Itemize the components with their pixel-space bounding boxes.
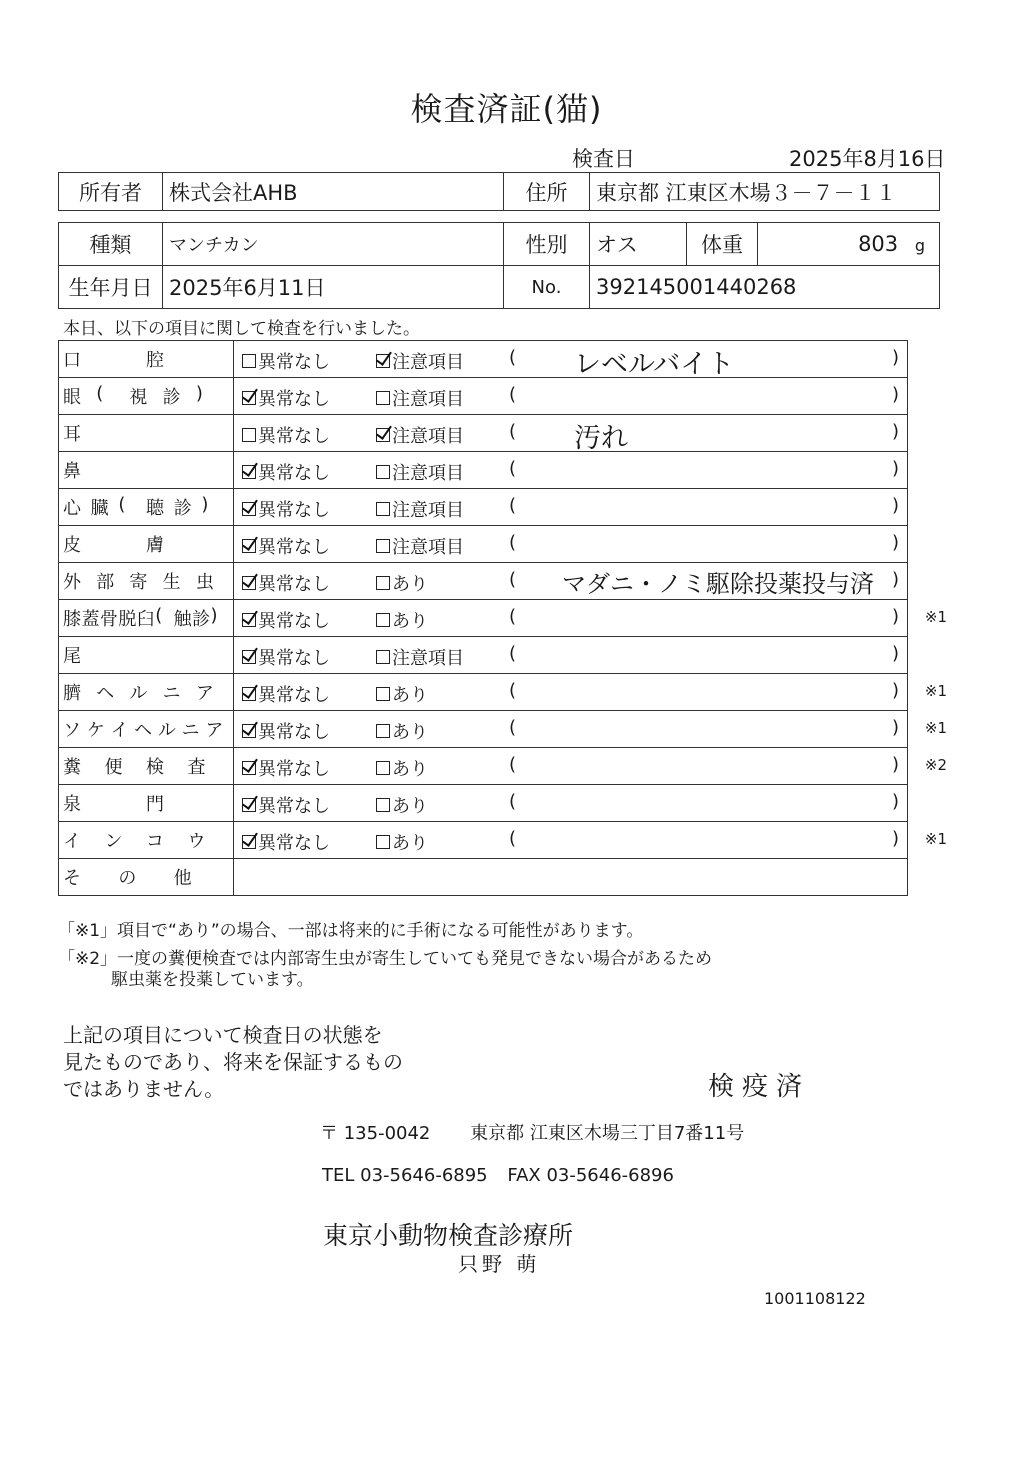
paren-open: (	[509, 606, 517, 627]
option-label: あり	[392, 833, 428, 854]
exam-result-cell	[234, 674, 947, 711]
exam-item-label: 糞 便 検 査	[63, 757, 206, 778]
paren-close: )	[891, 717, 899, 738]
option-label: あり	[392, 722, 428, 743]
option-attention[interactable]	[376, 718, 428, 744]
option-normal[interactable]	[242, 607, 330, 633]
exam-item-label: 膝 蓋 骨 脱 臼 ( 触 診 )	[63, 605, 218, 630]
table-row	[59, 526, 908, 563]
option-normal[interactable]	[242, 385, 330, 411]
table-row	[59, 748, 908, 785]
footnote-1: 「※1」項目で“あり”の場合、一部は将来的に手術になる可能性があります。	[58, 921, 644, 941]
other-value	[234, 859, 908, 896]
table-row	[59, 674, 908, 711]
option-label: 異常なし	[258, 648, 330, 669]
checkbox-icon[interactable]	[376, 798, 390, 812]
option-attention[interactable]	[376, 348, 464, 374]
checkbox-icon[interactable]	[376, 650, 390, 664]
paren-close: )	[891, 680, 899, 701]
statement-line: 上記の項目について検査日の状態を	[63, 1023, 383, 1047]
checkbox-icon[interactable]	[242, 798, 256, 812]
option-normal[interactable]	[242, 829, 330, 855]
option-normal[interactable]	[242, 348, 330, 374]
option-label: 異常なし	[258, 463, 330, 484]
checkbox-icon[interactable]	[376, 576, 390, 590]
option-attention[interactable]	[376, 570, 428, 596]
paren-close: )	[891, 421, 899, 442]
checkbox-icon[interactable]	[242, 428, 256, 442]
footnote-ref: ※1	[924, 682, 947, 700]
paren-close: )	[891, 532, 899, 553]
table-row	[59, 711, 908, 748]
table-row	[59, 341, 908, 378]
paren-open: (	[509, 347, 517, 368]
exam-item-label-cell	[59, 452, 234, 489]
weight-unit: g	[914, 236, 925, 255]
exam-item-label: 鼻	[63, 461, 81, 482]
paren-close: )	[891, 458, 899, 479]
exam-item-label: 耳	[63, 424, 81, 445]
checkbox-icon[interactable]	[376, 539, 390, 553]
checkbox-icon[interactable]	[376, 724, 390, 738]
option-normal[interactable]	[242, 459, 330, 485]
paren-open: (	[509, 495, 517, 516]
option-attention[interactable]	[376, 533, 464, 559]
option-label: あり	[392, 611, 428, 632]
checkbox-icon[interactable]	[376, 761, 390, 775]
exam-item-label-cell	[59, 341, 234, 378]
weight-cell	[758, 223, 940, 266]
paren-open: (	[509, 828, 517, 849]
option-label: 注意項目	[392, 426, 464, 447]
option-label: 異常なし	[258, 611, 330, 632]
exam-item-label-cell	[59, 674, 234, 711]
paren-close: )	[891, 643, 899, 664]
exam-item-label: イ ン コ ウ	[63, 831, 206, 852]
paren-close: )	[891, 495, 899, 516]
breed-label: 種類	[59, 223, 163, 266]
option-attention[interactable]	[376, 385, 464, 411]
exam-result-cell	[234, 822, 947, 859]
option-label: 注意項目	[392, 648, 464, 669]
exam-date-label: 検査日	[572, 147, 635, 171]
exam-result-cell	[234, 711, 947, 748]
paren-open: (	[509, 421, 517, 442]
weight-value: 803	[858, 232, 899, 256]
footnote-ref: ※2	[924, 756, 947, 774]
option-attention[interactable]	[376, 607, 428, 633]
exam-item-label-cell	[59, 378, 234, 415]
option-label: 異常なし	[258, 796, 330, 817]
exam-item-label: 尾	[63, 646, 81, 667]
exam-item-label-cell	[59, 489, 234, 526]
option-label: 注意項目	[392, 463, 464, 484]
table-row	[59, 637, 908, 674]
tel-number: TEL 03-5646-6895	[322, 1165, 488, 1186]
option-label: 異常なし	[258, 722, 330, 743]
inspected-stamp: 検疫済	[708, 1072, 811, 1102]
option-attention[interactable]	[376, 496, 464, 522]
statement-line: ではありません。	[63, 1077, 225, 1101]
statement-line: 見たものであり、将来を保証するもの	[63, 1050, 403, 1074]
exam-item-label-cell	[59, 637, 234, 674]
number-label: No.	[504, 266, 590, 309]
option-attention[interactable]	[376, 644, 464, 670]
address-value: 東京都 江東区木場３－７－１１	[590, 173, 940, 211]
checkbox-icon[interactable]	[242, 835, 256, 849]
number-value: 392145001440268	[590, 266, 940, 309]
paren-open: (	[509, 384, 517, 405]
option-normal[interactable]	[242, 533, 330, 559]
owner-label: 所有者	[59, 173, 163, 211]
option-attention[interactable]	[376, 755, 428, 781]
option-attention[interactable]	[376, 681, 428, 707]
checkbox-icon[interactable]	[242, 391, 256, 405]
option-attention[interactable]	[376, 792, 428, 818]
option-normal[interactable]	[242, 755, 330, 781]
paren-open: (	[509, 569, 517, 590]
table-row	[59, 600, 908, 637]
other-label: そ の 他	[63, 868, 192, 889]
option-label: 異常なし	[258, 389, 330, 410]
exam-item-label: 臍 ヘ ル ニ ア	[63, 683, 214, 704]
exam-item-label: 眼 ( 視 診 )	[63, 383, 203, 408]
option-attention[interactable]	[376, 829, 428, 855]
option-label: 異常なし	[258, 426, 330, 447]
footnote-2-cont: 駆虫薬を投薬しています。	[111, 970, 314, 990]
exam-item-label: ソ ケ イ ヘ ル ニ ア	[63, 720, 224, 741]
paren-close: )	[891, 347, 899, 368]
paren-open: (	[509, 754, 517, 775]
checkbox-icon[interactable]	[242, 613, 256, 627]
exam-item-label: 泉 門	[63, 794, 164, 815]
option-normal[interactable]	[242, 718, 330, 744]
checkbox-icon[interactable]	[376, 354, 390, 368]
clinic-address-line	[320, 1119, 744, 1145]
inspector-name: 只野 萌	[458, 1252, 541, 1276]
option-normal[interactable]	[242, 570, 330, 596]
checkbox-icon[interactable]	[242, 539, 256, 553]
paren-open: (	[509, 791, 517, 812]
exam-table	[58, 340, 947, 896]
paren-close: )	[891, 569, 899, 590]
lead-text: 本日、以下の項目に関して検査を行いました。	[63, 319, 420, 339]
option-label: 注意項目	[392, 537, 464, 558]
animal-table	[58, 222, 940, 309]
option-label: 注意項目	[392, 500, 464, 521]
birth-label: 生年月日	[59, 266, 163, 309]
exam-note: レベルバイト	[574, 349, 735, 380]
address-label: 住所	[504, 173, 590, 211]
owner-table	[58, 172, 940, 211]
exam-item-label: 心 臓 ( 聴 診 )	[63, 494, 209, 519]
exam-result-cell	[234, 637, 908, 674]
option-normal[interactable]	[242, 422, 330, 448]
exam-result-cell	[234, 378, 908, 415]
footnote-ref: ※1	[924, 719, 947, 737]
exam-item-label-cell	[59, 415, 234, 452]
option-label: 異常なし	[258, 833, 330, 854]
checkbox-icon[interactable]	[376, 502, 390, 516]
paren-close: )	[891, 791, 899, 812]
paren-open: (	[509, 458, 517, 479]
checkbox-icon[interactable]	[242, 650, 256, 664]
exam-item-label-cell	[59, 711, 234, 748]
exam-item-label: 外 部 寄 生 虫	[63, 572, 214, 593]
paren-close: )	[891, 754, 899, 775]
exam-item-label-cell	[59, 822, 234, 859]
document-code: 1001108122	[764, 1289, 866, 1308]
option-label: 異常なし	[258, 574, 330, 595]
exam-item-label-cell	[59, 526, 234, 563]
checkbox-icon[interactable]	[242, 576, 256, 590]
checkbox-icon[interactable]	[376, 835, 390, 849]
table-row	[59, 489, 908, 526]
other-label-cell	[59, 859, 234, 896]
option-label: 注意項目	[392, 352, 464, 373]
checkbox-icon[interactable]	[376, 687, 390, 701]
exam-result-cell	[234, 563, 908, 600]
page-title: 検査済証(猫)	[410, 90, 603, 128]
option-label: 異常なし	[258, 352, 330, 373]
postal-code: 〒 135-0042	[320, 1123, 431, 1144]
option-label: 異常なし	[258, 759, 330, 780]
footnote-2: 「※2」一度の糞便検査では内部寄生虫が寄生していても発見できない場合があるため	[58, 949, 713, 969]
exam-result-cell	[234, 415, 908, 452]
paren-open: (	[509, 717, 517, 738]
option-attention[interactable]	[376, 459, 464, 485]
exam-result-cell	[234, 526, 908, 563]
exam-result-cell	[234, 748, 947, 785]
clinic-name: 東京小動物検査診療所	[323, 1221, 574, 1250]
exam-note: 汚れ	[574, 423, 628, 454]
birth-value: 2025年6月11日	[163, 266, 504, 309]
table-row	[59, 822, 908, 859]
option-label: 異常なし	[258, 500, 330, 521]
checkbox-icon[interactable]	[242, 761, 256, 775]
option-label: あり	[392, 796, 428, 817]
option-label: あり	[392, 574, 428, 595]
option-attention[interactable]	[376, 422, 464, 448]
option-label: あり	[392, 759, 428, 780]
exam-item-label-cell	[59, 563, 234, 600]
table-row	[59, 415, 908, 452]
clinic-address: 東京都 江東区木場三丁目7番11号	[470, 1123, 745, 1144]
sex-value: オス	[590, 223, 687, 266]
checkbox-icon[interactable]	[376, 613, 390, 627]
checkbox-icon[interactable]	[242, 687, 256, 701]
option-label: 異常なし	[258, 685, 330, 706]
paren-close: )	[891, 828, 899, 849]
footnote-ref: ※1	[924, 830, 947, 848]
checkbox-icon[interactable]	[242, 465, 256, 479]
table-row	[59, 785, 908, 822]
checkbox-icon[interactable]	[242, 354, 256, 368]
option-normal[interactable]	[242, 681, 330, 707]
table-row	[59, 452, 908, 489]
paren-open: (	[509, 532, 517, 553]
exam-result-cell	[234, 489, 908, 526]
exam-item-label-cell	[59, 600, 234, 637]
exam-note: マダニ・ノミ駆除投薬投与済	[562, 570, 874, 598]
paren-open: (	[509, 680, 517, 701]
weight-label: 体重	[687, 223, 758, 266]
paren-close: )	[891, 384, 899, 405]
option-label: あり	[392, 685, 428, 706]
exam-result-cell	[234, 600, 947, 637]
exam-item-label: 口 腔	[63, 350, 164, 371]
option-normal[interactable]	[242, 496, 330, 522]
exam-item-label-cell	[59, 785, 234, 822]
exam-item-label: 皮 膚	[63, 535, 164, 556]
footnote-ref: ※1	[924, 608, 947, 626]
checkbox-icon[interactable]	[376, 465, 390, 479]
contact-line	[322, 1165, 674, 1186]
exam-date-value: 2025年8月16日	[789, 147, 946, 171]
exam-result-cell	[234, 785, 908, 822]
option-normal[interactable]	[242, 792, 330, 818]
owner-value: 株式会社AHB	[163, 173, 504, 211]
paren-open: (	[509, 643, 517, 664]
exam-item-label-cell	[59, 748, 234, 785]
breed-value: マンチカン	[163, 223, 504, 266]
exam-result-cell	[234, 341, 908, 378]
checkbox-icon[interactable]	[242, 502, 256, 516]
table-row	[59, 563, 908, 600]
checkbox-icon[interactable]	[242, 724, 256, 738]
option-label: 注意項目	[392, 389, 464, 410]
checkbox-icon[interactable]	[376, 391, 390, 405]
sex-label: 性別	[504, 223, 590, 266]
option-label: 異常なし	[258, 537, 330, 558]
exam-result-cell	[234, 452, 908, 489]
paren-close: )	[891, 606, 899, 627]
option-normal[interactable]	[242, 644, 330, 670]
checkbox-icon[interactable]	[376, 428, 390, 442]
fax-number: FAX 03-5646-6896	[507, 1165, 674, 1186]
statement	[63, 1022, 403, 1103]
table-row	[59, 378, 908, 415]
